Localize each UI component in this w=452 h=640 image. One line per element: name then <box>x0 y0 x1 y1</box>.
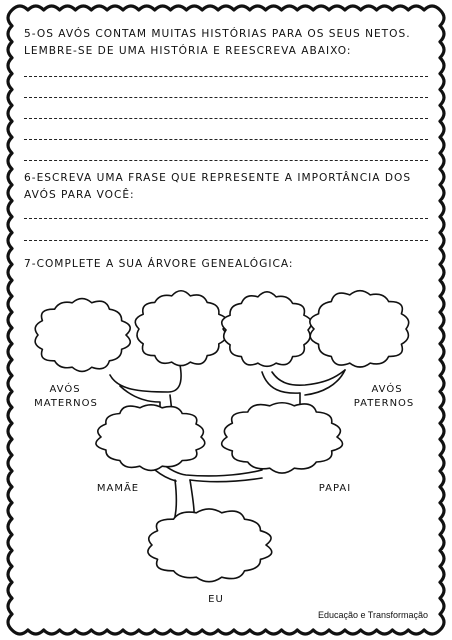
father-crown <box>222 403 343 473</box>
paternal-grandparents-label-line-1: AVÓS <box>371 384 403 395</box>
question-6-line-2: AVÓS PARA VOCÊ: <box>24 189 135 201</box>
me-label: EU <box>208 594 224 605</box>
maternal-grandmother-crown <box>35 299 130 372</box>
maternal-grandfather-crown <box>135 291 227 366</box>
father-label: PAPAI <box>318 483 352 494</box>
paternal-grandmother-crown <box>222 292 312 366</box>
tree-branch <box>262 372 300 393</box>
question-5-line-1: 5-OS AVÓS CONTAM MUITAS HISTÓRIAS PARA OS SEUS NETOS. <box>24 28 411 40</box>
tree-branch <box>110 365 181 392</box>
question-7-text: 7-COMPLETE A SUA ÁRVORE GENEALÓGICA: <box>24 258 294 270</box>
tree-branch <box>155 470 176 481</box>
paternal-grandparents-label-line-2: PATERNOS <box>353 398 415 409</box>
mother-label: MAMÃE <box>96 483 140 494</box>
paternal-grandfather-crown <box>310 291 409 367</box>
mother-crown <box>96 405 205 471</box>
question-5-line-2: LEMBRE-SE DE UMA HISTÓRIA E REESCREVA ABAIXO: <box>24 45 352 57</box>
footer-credit: Educação e Transformação <box>317 610 428 620</box>
me-crown <box>148 509 272 582</box>
tree-branch <box>190 478 262 482</box>
maternal-grandparents-label-line-2: MATERNOS <box>34 398 98 409</box>
question-6-line-1: 6-ESCREVA UMA FRASE QUE REPRESENTE A IMPORTÂNCIA DOS <box>24 172 412 184</box>
maternal-grandparents-label-line-1: AVÓS <box>49 384 81 395</box>
